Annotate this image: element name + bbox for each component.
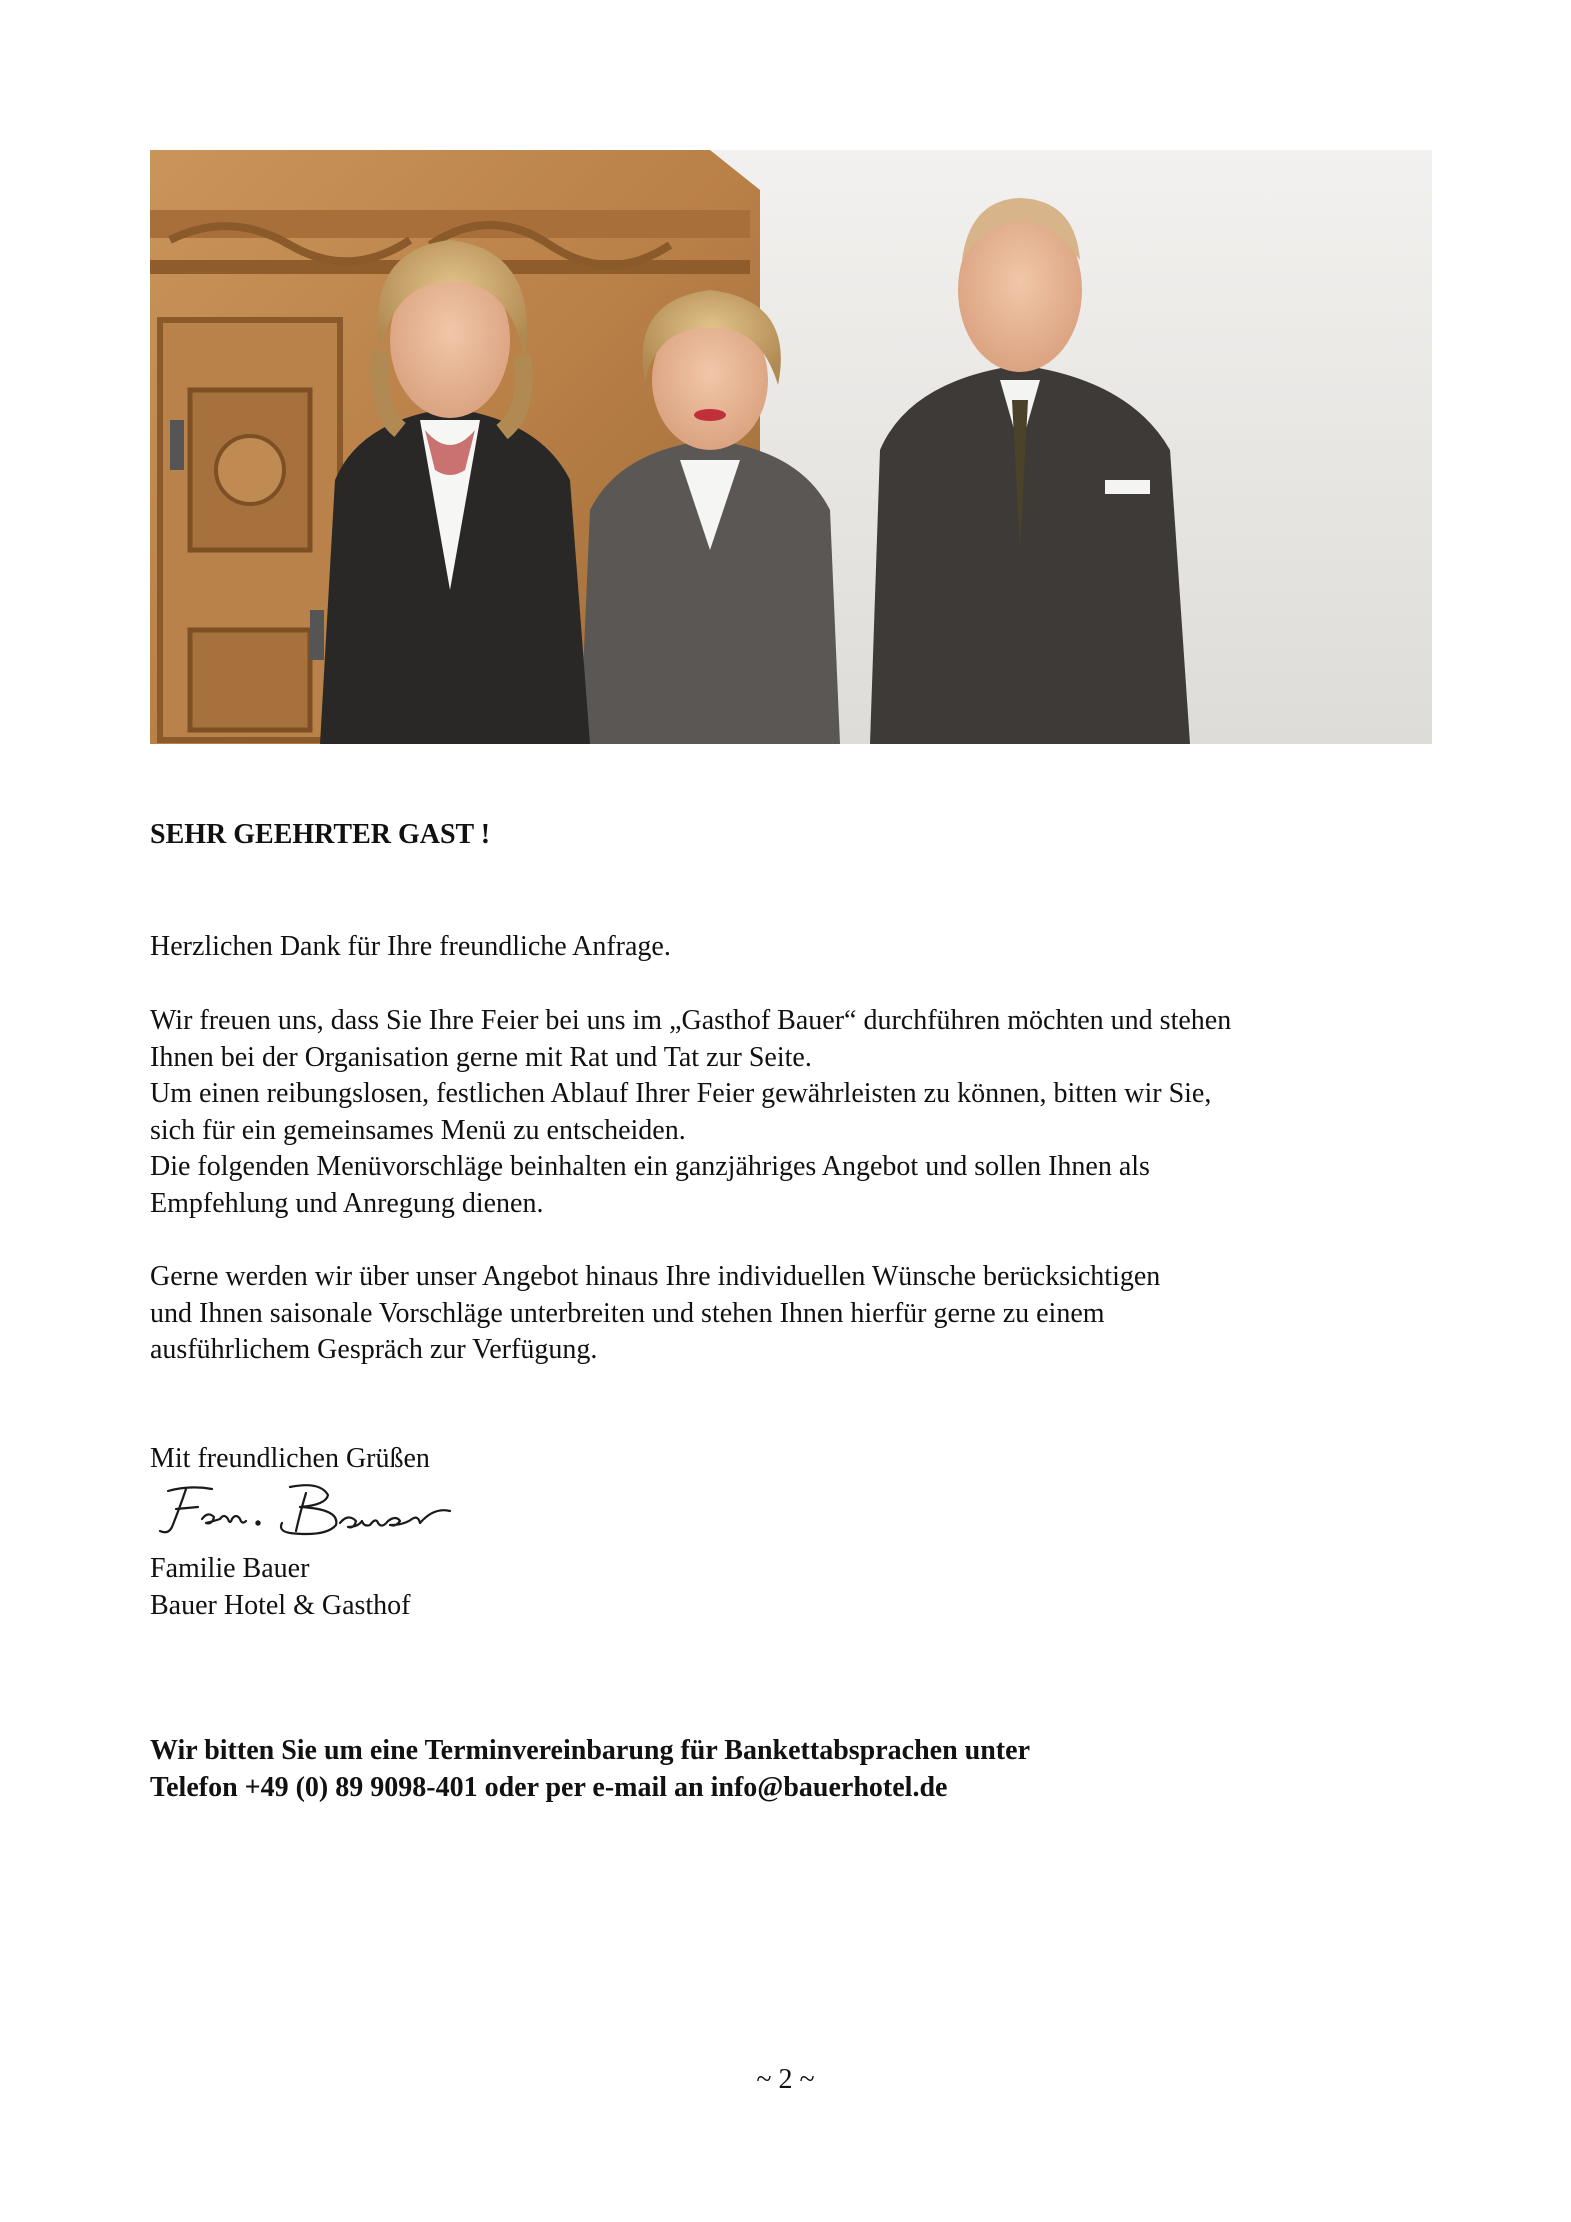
closing-line: Mit freundlichen Grüßen <box>150 1443 430 1474</box>
contact-line: Telefon +49 (0) 89 9098-401 oder per e-mail an info@bauerhotel.de <box>150 1771 948 1803</box>
paragraph-line: Um einen reibungslosen, festlichen Ablauf Ihrer Feier gewährleisten zu können, bitten wir Sie, <box>150 1078 1212 1109</box>
paragraph-line: ausführlichem Gespräch zur Verfügung. <box>150 1334 598 1365</box>
sender-company: Bauer Hotel & Gasthof <box>150 1589 411 1621</box>
family-photo <box>150 150 1432 744</box>
paragraph-line: Wir freuen uns, dass Sie Ihre Feier bei uns im „Gasthof Bauer“ durchführen möchten und stehen <box>150 1005 1232 1036</box>
paragraph-line: sich für ein gemeinsames Menü zu entscheiden. <box>150 1114 686 1146</box>
paragraph-line: Gerne werden wir über unser Angebot hinaus Ihre individuellen Wünsche berücksichtigen <box>150 1261 1161 1292</box>
sender-name: Familie Bauer <box>150 1553 310 1584</box>
paragraph-line: und Ihnen saisonale Vorschläge unterbreiten und stehen Ihnen hierfür gerne zu einem <box>150 1297 1105 1329</box>
contact-notice <box>150 1733 1430 1806</box>
contact-line: Wir bitten Sie um eine Terminvereinbarung für Bankettabsprachen unter <box>150 1735 1030 1766</box>
paragraph-line: Die folgenden Menüvorschläge beinhalten ein ganzjähriges Angebot und sollen Ihnen als <box>150 1151 1150 1182</box>
handwritten-signature <box>150 1477 630 1547</box>
salutation: SEHR GEEHRTER GAST ! <box>150 819 491 850</box>
paragraph-line: Empfehlung und Anregung dienen. <box>150 1187 544 1219</box>
paragraph-line: Ihnen bei der Organisation gerne mit Rat und Tat zur Seite. <box>150 1041 812 1073</box>
intro-paragraph <box>150 1003 1430 1222</box>
sender-block <box>150 1551 1430 1624</box>
thanks-line: Herzlichen Dank für Ihre freundliche Anfrage. <box>150 931 671 962</box>
page-number: ~ 2 ~ <box>756 2064 815 2095</box>
offer-paragraph <box>150 1259 1430 1369</box>
